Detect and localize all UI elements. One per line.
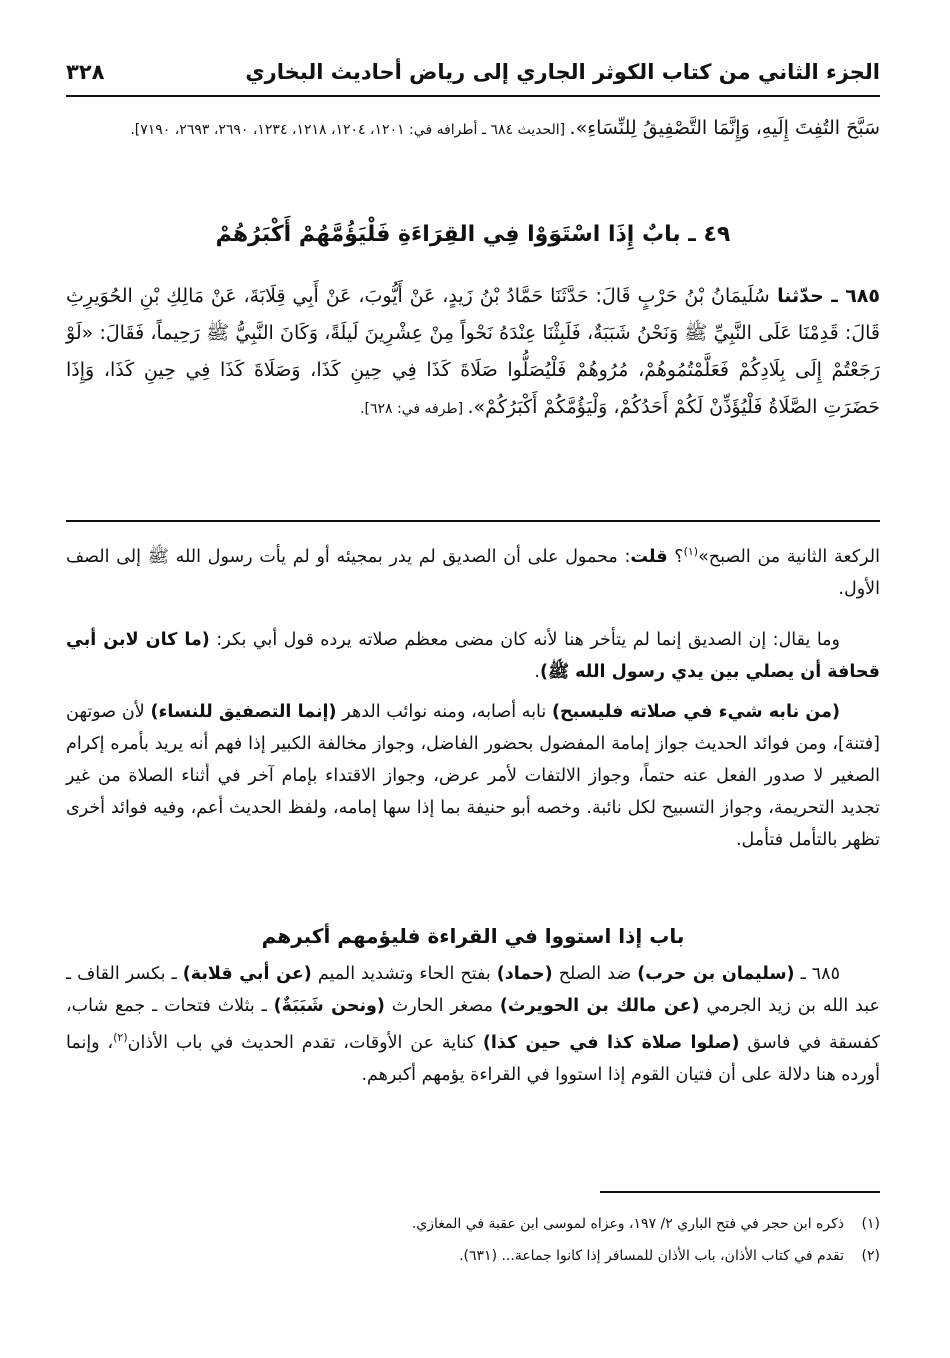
footnote-1 (66, 1208, 880, 1240)
matn-text: سَبَّحَ التُفِتَ إِلَيهِ، وَإِنَّمَا التَّصْفِيقُ لِلنِّسَاءِ». (569, 117, 880, 139)
text-segment: لأن صوتهن [فتنة]، ومن فوائد الحديث جواز إمامة المفضول بحضور الفاضل، وجواز مخالفة الكبير إذا فهم أنه يريد بأمره إكرام الصغير لا صدور الفعل عنه حتماً، وجواز الالتفات لأمر عرض، وجواز الاقتداء بإمام آخر في أثناء الصلاة من غير تجديد التحريمة، وجواز التسبيح لكل نائبة. وخصه أبو حنيفة بما إذا سها إمامه، ولفظ الحديث أعم، وفيه فوائد أخرى تظهر بالتأمل فتأمل. (66, 702, 880, 850)
text-segment: ؟ (667, 546, 684, 567)
footnote-2 (66, 1240, 880, 1272)
book-title: الجزء الثاني من كتاب الكوثر الجاري إلى رياض أحاديث البخاري (245, 60, 880, 84)
bold-quote: (عن مالك بن الحويرث) (499, 996, 700, 1016)
bold-quote: (إنما التصفيق للنساء) (150, 702, 337, 722)
footnote-text: ذكره ابن حجر في فتح الباري ٢/ ١٩٧، وعزاه لموسى ابن عقبة في المغازي. (411, 1216, 844, 1232)
footnote-marker: (١) (683, 545, 699, 558)
text-segment: . (534, 662, 540, 682)
footnotes (66, 1208, 880, 1272)
text-segment: ـ بثلاث فتحات ـ جمع شاب، كفسقة في فاسق (66, 996, 880, 1053)
page-number: ٣٢٨ (66, 60, 105, 84)
footnote-number: (١) (861, 1216, 880, 1232)
text-segment: ، وإنما أورده هنا دلالة على أن فتيان القوم إذا استووا في القراءة يؤمهم أكبرهم. (66, 1032, 880, 1085)
text-segment: ضد الصلح (552, 964, 638, 984)
hadith-685 (66, 278, 880, 428)
footnote-number: (٢) (861, 1248, 880, 1264)
hadith-reference: [الحديث ٦٨٤ ـ أطرافه في: ١٢٠١، ١٢٠٤، ١٢١٨، ١٢٣٤، ٢٦٩٠، ٢٦٩٣، ٧١٩٠]. (130, 122, 570, 138)
commentary-heading: باب إذا استووا في القراءة فليؤمهم أكبرهم (261, 924, 685, 948)
text-segment: نابه أصابه، ومنه نوائب الدهر (336, 702, 553, 722)
bold-quote: (حماد) (496, 964, 553, 984)
commentary-paragraph-3 (66, 696, 880, 856)
commentary-paragraph-2 (66, 624, 880, 688)
hadith-number: ٦٨٥ ـ حدّثنا (769, 285, 880, 307)
header-rule (66, 95, 880, 97)
bold-quote: (ونحن شَبَبَةٌ) (273, 996, 385, 1016)
footnote-marker: (٢) (113, 1031, 128, 1044)
commentary-paragraph-4 (66, 958, 880, 1091)
bold-quote: (من نابه شيء في صلاته فليسبح) (552, 702, 840, 722)
text-segment: ٦٨٥ ـ (794, 964, 840, 984)
text-segment: كناية عن الأوقات، تقدم الحديث في باب الأذان (127, 1032, 483, 1053)
text-segment: مصغر الحارث (384, 996, 500, 1016)
text-segment: الركعة الثانية من الصبح» (698, 546, 881, 567)
running-header (66, 52, 880, 92)
matn-continuation (66, 110, 880, 149)
section-rule (66, 520, 880, 522)
text-segment: وما يقال: إن الصديق إنما لم يتأخر هنا لأنه كان مضى معظم صلاته يرده قول أبي بكر: (209, 630, 840, 650)
footnote-rule (600, 1191, 880, 1193)
bold-quote: (ما كان لابن أبي قحافة أن يصلي بين يدي رسول الله ﷺ) (66, 630, 880, 682)
hadith-text: سُلَيمَانُ بْنُ حَرْبٍ قَالَ: حَدَّثَنَا حَمَّادُ بْنُ زَيدٍ، عَنْ أَيُّوبَ، عَنْ أَبِي قِلَابَةَ، عَنْ مَالِكِ بْنِ الحُوَيرِثِ قَالَ: قَدِمْنَا عَلَى النَّبِيِّ ﷺ وَنَحْنُ شَبَبَةٌ، فَلَبِثْنَا عِنْدَهُ نَحْواً مِنْ عِشْرِينَ لَيلَةً، وَكَانَ النَّبِيُّ ﷺ رَحِيماً، فَقَالَ: «لَوْ رَجَعْتُمْ إِلَى بِلَادِكُمْ فَعَلَّمْتُمُوهُمْ، مُرُوهُمْ فَلْيُصَلُّوا صَلَاةَ كَذَا فِي حِينِ كَذَا، وَصَلَاةَ كَذَا فِي حِينِ كَذَا، وَإِذَا حَضَرَتِ الصَّلَاةُ فَلْيُؤَذِّنْ لَكُمْ أَحَدُكُمْ، وَلْيَؤُمَّكُمْ أَكْبَرُكُمْ». (66, 285, 880, 418)
text-segment: بفتح الحاء وتشديد الميم (311, 964, 497, 984)
text-segment: : محمول على أن الصديق لم يدر بمجيئه أو لم يأت رسول الله ﷺ إلى الصف الأول. (66, 546, 880, 599)
bold-quote: (عن أبي قلابة) (182, 964, 312, 984)
bold-quote: قلت (630, 546, 668, 567)
commentary-paragraph-1 (66, 536, 880, 605)
footnote-text: تقدم في كتاب الأذان، باب الأذان للمسافر إذا كانوا جماعة... (٦٣١). (459, 1248, 844, 1264)
hadith-reference: [طرفه في: ٦٢٨]. (360, 401, 468, 417)
text-segment: ـ بكسر القاف ـ عبد الله بن زيد الجرمي (66, 964, 880, 1016)
chapter-heading: ٤٩ ـ بابٌ إِذَا اسْتَوَوْا فِي القِرَاءَةِ فَلْيَؤُمَّهُمْ أَكْبَرُهُمْ (215, 222, 731, 247)
bold-quote: (صلوا صلاة كذا في حين كذا) (482, 1032, 740, 1053)
bold-quote: (سليمان بن حرب) (637, 964, 795, 984)
